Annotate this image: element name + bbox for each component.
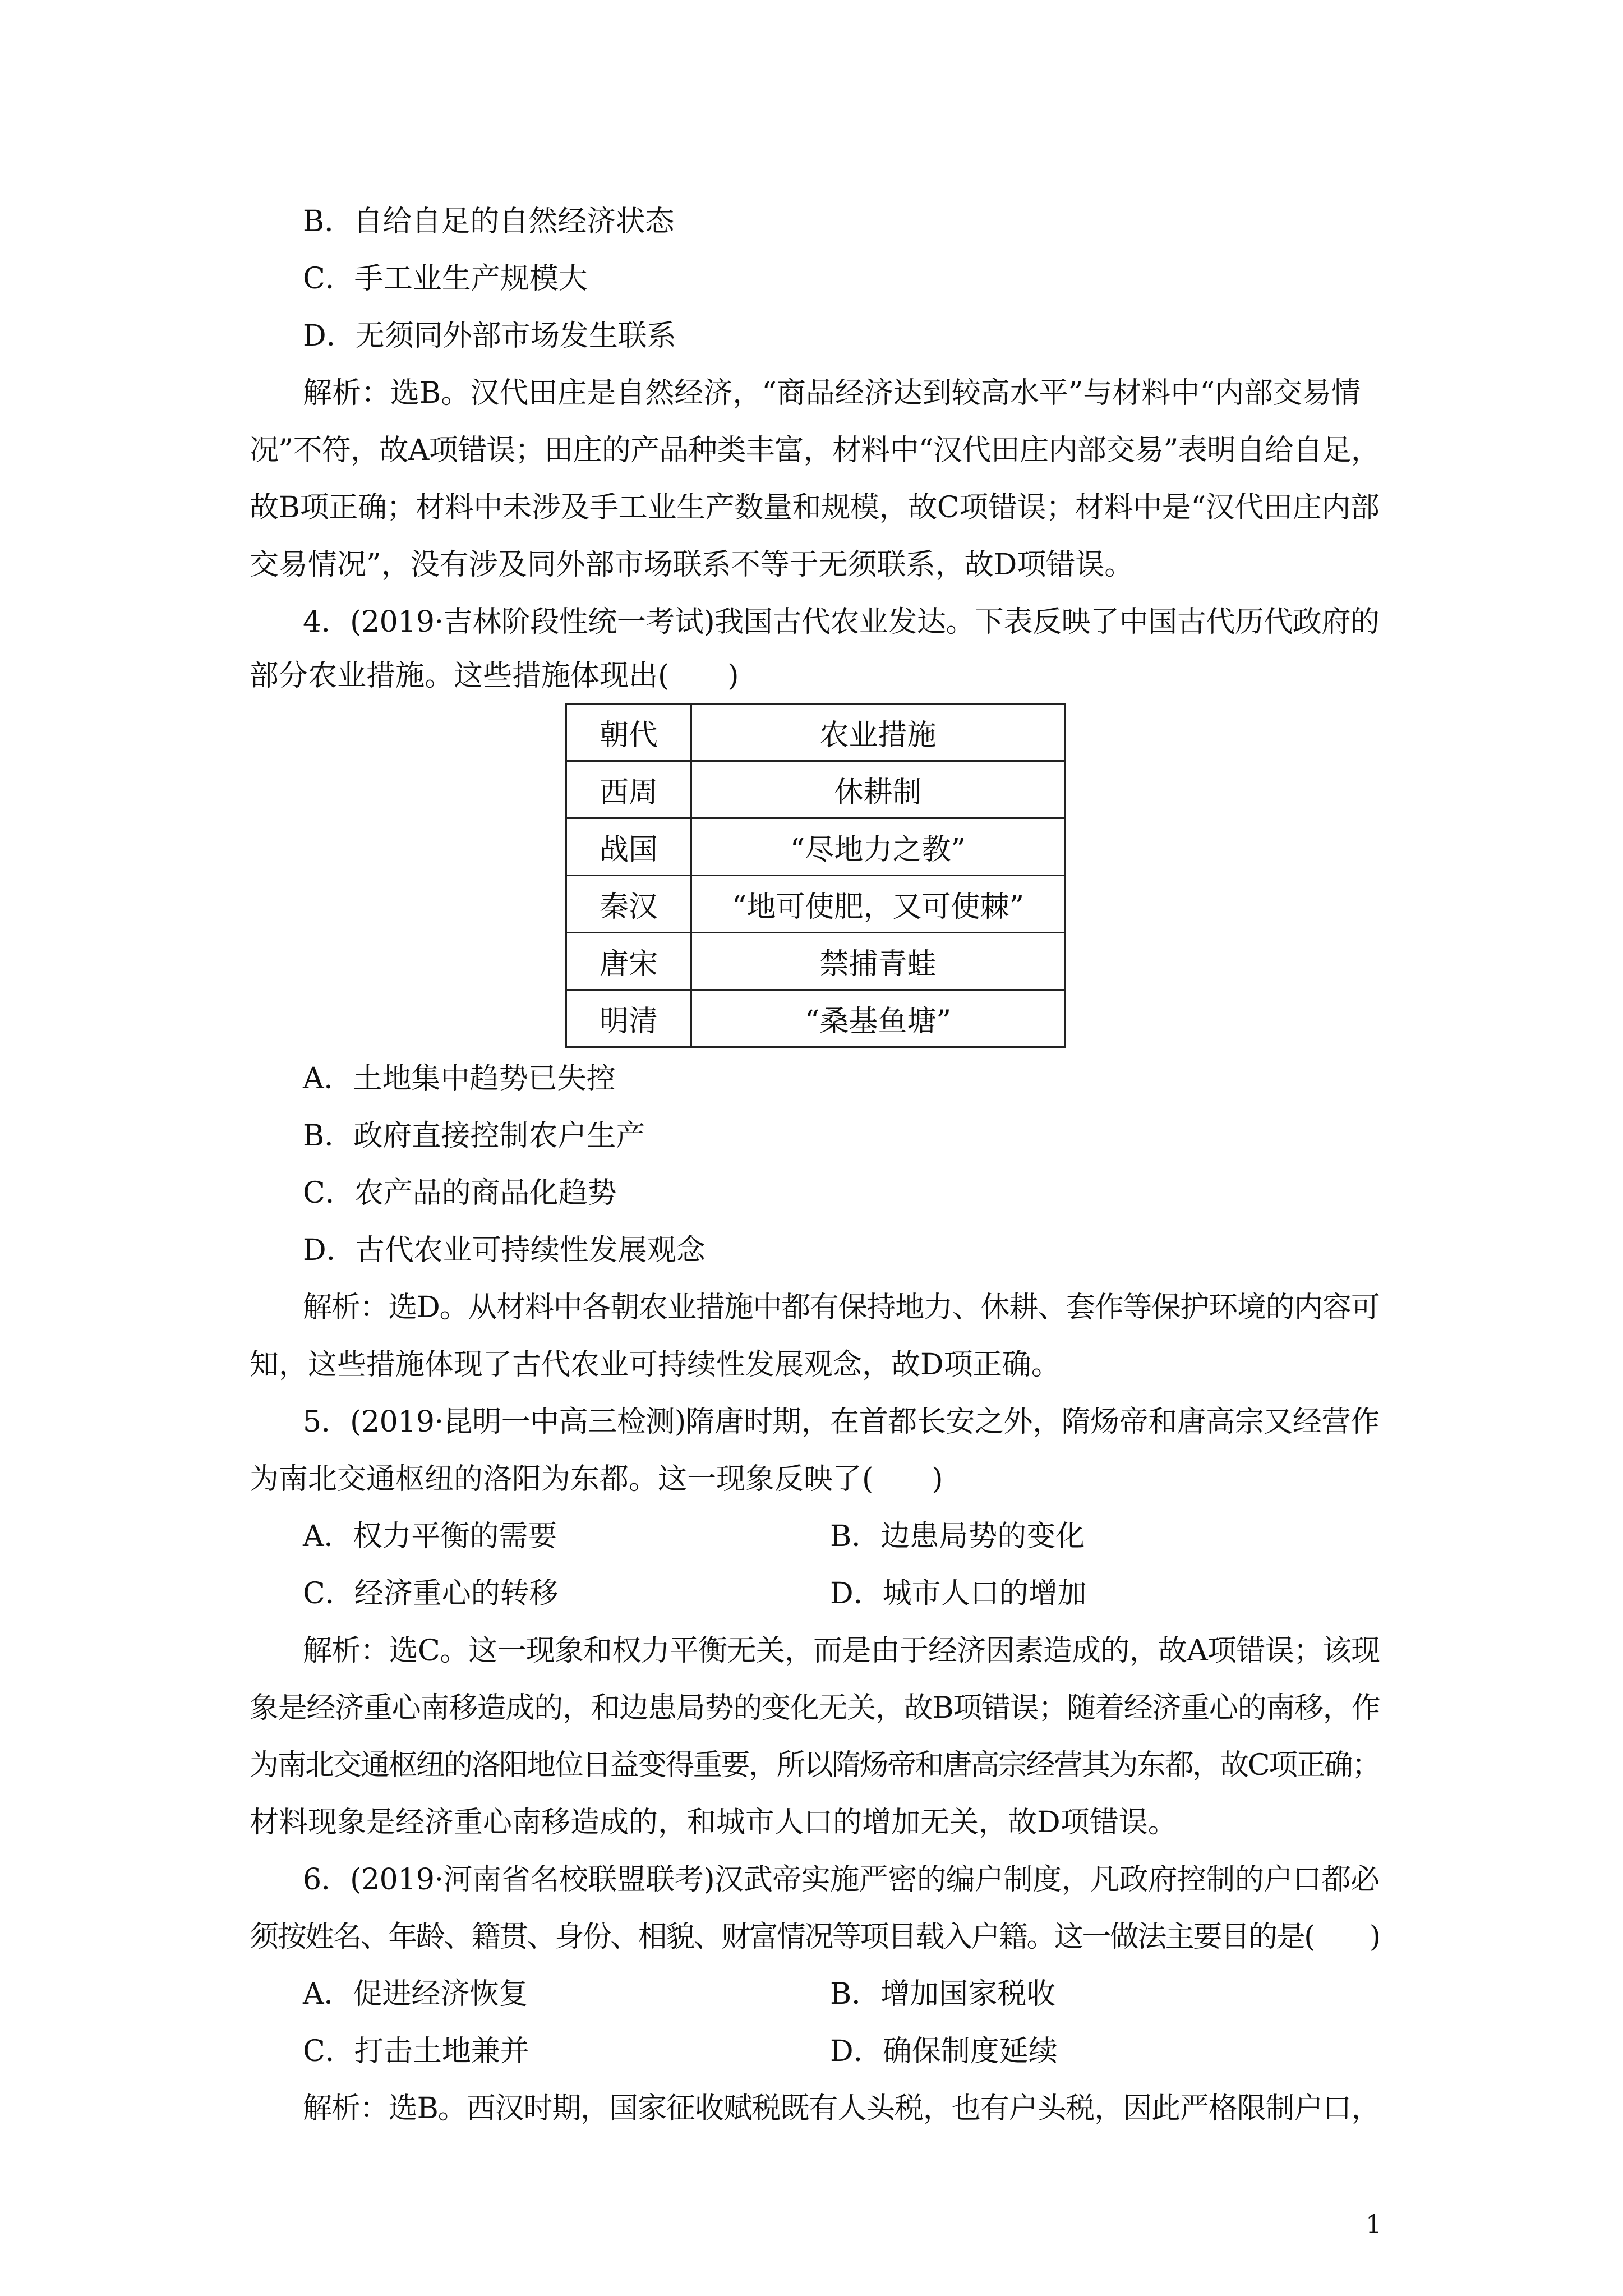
q4-option-a: A．土地集中趋势已失控 (303, 1062, 616, 1096)
q5-option-a: A．权力平衡的需要 (303, 1520, 557, 1553)
q3-analysis-line: 解析：选B。汉代田庄是自然经济，“商品经济达到较高水平”与材料中“内部交易情 (303, 376, 1361, 410)
q4-option-d: D．古代农业可持续性发展观念 (303, 1234, 706, 1267)
q5-stem-line: 为南北交通枢纽的洛阳为东都。这一现象反映了( ) (250, 1462, 943, 1496)
q3-analysis-line: 交易情况”，没有涉及同外部市场联系不等于无须联系，故D项错误。 (250, 548, 1134, 582)
q5-option-b: B．边患局势的变化 (830, 1520, 1085, 1553)
table-cell-measure: “地可使肥，又可使棘” (691, 876, 1065, 933)
table-row (566, 933, 1065, 990)
q5-analysis-line: 为南北交通枢纽的洛阳地位日益变得重要，所以隋炀帝和唐高宗经营其为东都，故C项正确； (250, 1749, 1380, 1782)
q3-analysis-line: 况”不符，故A项错误；田庄的产品种类丰富，材料中“汉代田庄内部交易”表明自给自足， (250, 434, 1380, 467)
q6-option-c: C．打击土地兼并 (303, 2035, 529, 2068)
q6-option-a: A．促进经济恢复 (303, 1977, 528, 2011)
q5-option-c: C．经济重心的转移 (303, 1577, 559, 1611)
agricultural-measures-table (565, 703, 1066, 1048)
q5-option-d: D．城市人口的增加 (830, 1577, 1087, 1611)
q3-option-c: C．手工业生产规模大 (303, 262, 588, 296)
q3-option-d: D．无须同外部市场发生联系 (303, 319, 676, 353)
q6-option-b: B．增加国家税收 (830, 1977, 1056, 2011)
q6-option-d: D．确保制度延续 (830, 2035, 1058, 2068)
table-row (566, 818, 1065, 876)
q6-stem-line: 6．(2019·河南省名校联盟联考)汉武帝实施严密的编户制度，凡政府控制的户口都必 (303, 1863, 1380, 1897)
q5-analysis-line: 象是经济重心南移造成的，和边患局势的变化无关，故B项错误；随着经济重心的南移，作 (250, 1691, 1380, 1725)
table-cell-measure: 禁捕青蛙 (691, 933, 1065, 990)
table-header-row (566, 704, 1065, 761)
q4-stem-line: 4．(2019·吉林阶段性统一考试)我国古代农业发达。下表反映了中国古代历代政府的 (303, 605, 1380, 639)
table-cell-dynasty: 西周 (566, 761, 691, 818)
table-row (566, 761, 1065, 818)
table-header-measure: 农业措施 (691, 704, 1065, 761)
q5-stem-line: 5．(2019·昆明一中高三检测)隋唐时期，在首都长安之外，隋炀帝和唐高宗又经营作 (303, 1405, 1380, 1439)
q6-stem-line: 须按姓名、年龄、籍贯、身份、相貌、财富情况等项目载入户籍。这一做法主要目的是( ) (250, 1920, 1380, 1954)
table-cell-dynasty: 秦汉 (566, 876, 691, 933)
table-cell-dynasty: 唐宋 (566, 933, 691, 990)
table-row (566, 876, 1065, 933)
q4-option-b: B．政府直接控制农户生产 (303, 1119, 645, 1153)
q3-option-b: B．自给自足的自然经济状态 (303, 205, 675, 238)
table-cell-measure: “尽地力之教” (691, 818, 1065, 876)
table-cell-measure: 休耕制 (691, 761, 1065, 818)
q4-analysis-line: 解析：选D。从材料中各朝农业措施中都有保持地力、休耕、套作等保护环境的内容可 (303, 1291, 1380, 1324)
q4-analysis-line: 知，这些措施体现了古代农业可持续性发展观念，故D项正确。 (250, 1348, 1061, 1382)
q6-analysis-line: 解析：选B。西汉时期，国家征收赋税既有人头税，也有户头税，因此严格限制户口， (303, 2092, 1380, 2125)
q3-analysis-line: 故B项正确；材料中未涉及手工业生产数量和规模，故C项错误；材料中是“汉代田庄内部 (250, 491, 1380, 524)
table-row (566, 990, 1065, 1047)
page-number: 1 (1366, 2209, 1382, 2239)
q4-stem-line: 部分农业措施。这些措施体现出( ) (250, 659, 739, 693)
table-cell-dynasty: 明清 (566, 990, 691, 1047)
q4-option-c: C．农产品的商品化趋势 (303, 1176, 617, 1210)
table-cell-dynasty: 战国 (566, 818, 691, 876)
table-cell-measure: “桑基鱼塘” (691, 990, 1065, 1047)
q5-analysis-line: 材料现象是经济重心南移造成的，和城市人口的增加无关，故D项错误。 (250, 1806, 1177, 1839)
table-header-dynasty: 朝代 (566, 704, 691, 761)
q5-analysis-line: 解析：选C。这一现象和权力平衡无关，而是由于经济因素造成的，故A项错误；该现 (303, 1634, 1380, 1668)
